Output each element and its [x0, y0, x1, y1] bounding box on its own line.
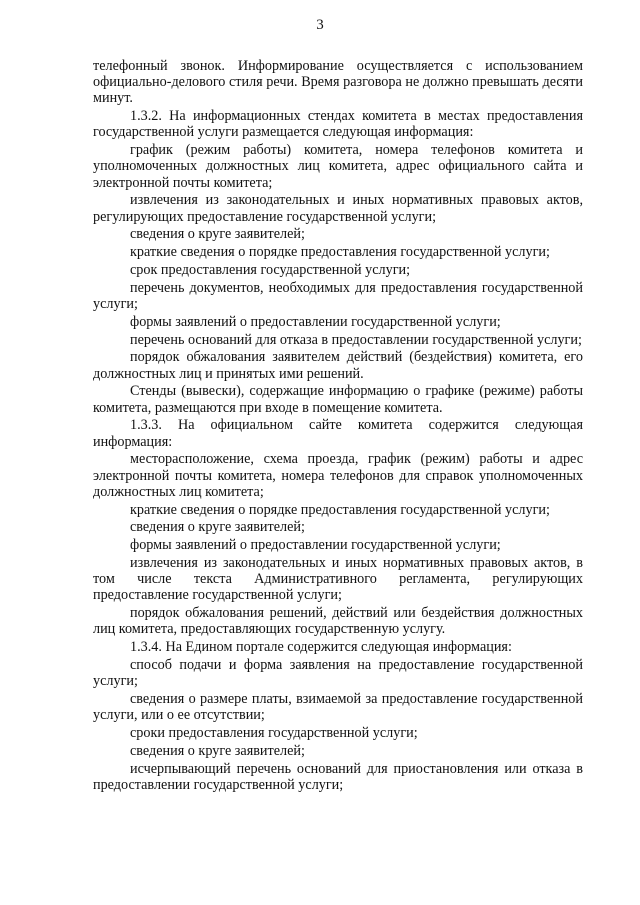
paragraph: формы заявлений о предоставлении государственной услуги; — [130, 313, 501, 330]
paragraph: порядок обжалования заявителем действий (бездействия) комитета, его должностных лиц и принятых ими решений. — [93, 349, 583, 382]
paragraph: 1.3.3. На официальном сайте комитета содержится следующая информация: — [93, 417, 583, 450]
paragraph: краткие сведения о порядке предоставления государственной услуги; — [130, 244, 550, 261]
paragraph: краткие сведения о порядке предоставления государственной услуги; — [130, 501, 550, 518]
paragraph: порядок обжалования решений, действий или бездействия должностных лиц комитета, предоставляющих государственную услугу. — [93, 605, 583, 638]
paragraph: сведения о круге заявителей; — [130, 519, 305, 536]
paragraph: извлечения из законодательных и иных нормативных правовых актов, в том числе текста Административного регламента, регулирующих предоставление государственной услуги; — [93, 554, 583, 604]
paragraph: формы заявлений о предоставлении государственной услуги; — [130, 537, 501, 554]
paragraph: перечень документов, необходимых для предоставления государственной услуги; — [93, 279, 583, 312]
paragraph: телефонный звонок. Информирование осуществляется с использованием официально-делового стиля речи. Время разговора не должно превышать десяти минут. — [93, 58, 583, 107]
paragraph: сведения о размере платы, взимаемой за предоставление государственной услуги, или о ее отсутствии; — [93, 690, 583, 724]
paragraph: сроки предоставления государственной услуги; — [130, 724, 418, 741]
paragraph: сведения о круге заявителей; — [130, 226, 305, 243]
paragraph: Стенды (вывески), содержащие информацию о графике (режиме) работы комитета, размещаются при входе в помещение комитета. — [93, 383, 583, 416]
paragraph: месторасположение, схема проезда, график (режим) работы и адрес электронной почты комитета, номера телефонов для справок уполномоченных должностных лиц комитета; — [93, 451, 583, 500]
paragraph: перечень оснований для отказа в предоставлении государственной услуги; — [130, 331, 582, 348]
paragraph: 1.3.4. На Едином портале содержится следующая информация: — [130, 639, 512, 656]
paragraph: извлечения из законодательных и иных нормативных правовых актов, регулирующих предоставление государственной услуги; — [93, 192, 583, 225]
document-body — [93, 58, 583, 795]
paragraph: сведения о круге заявителей; — [130, 742, 305, 759]
paragraph: график (режим работы) комитета, номера телефонов комитета и уполномоченных должностных лиц комитета, адрес официального сайта и электронной почты комитета; — [93, 142, 583, 191]
paragraph: срок предоставления государственной услуги; — [130, 262, 411, 278]
paragraph: 1.3.2. На информационных стендах комитета в местах предоставления государственной услуги размещается следующая информация: — [93, 108, 583, 141]
paragraph: исчерпывающий перечень оснований для приостановления или отказа в предоставлении государственной услуги; — [93, 760, 583, 793]
paragraph: способ подачи и форма заявления на предоставление государственной услуги; — [93, 656, 583, 690]
page-number: 3 — [316, 17, 324, 33]
